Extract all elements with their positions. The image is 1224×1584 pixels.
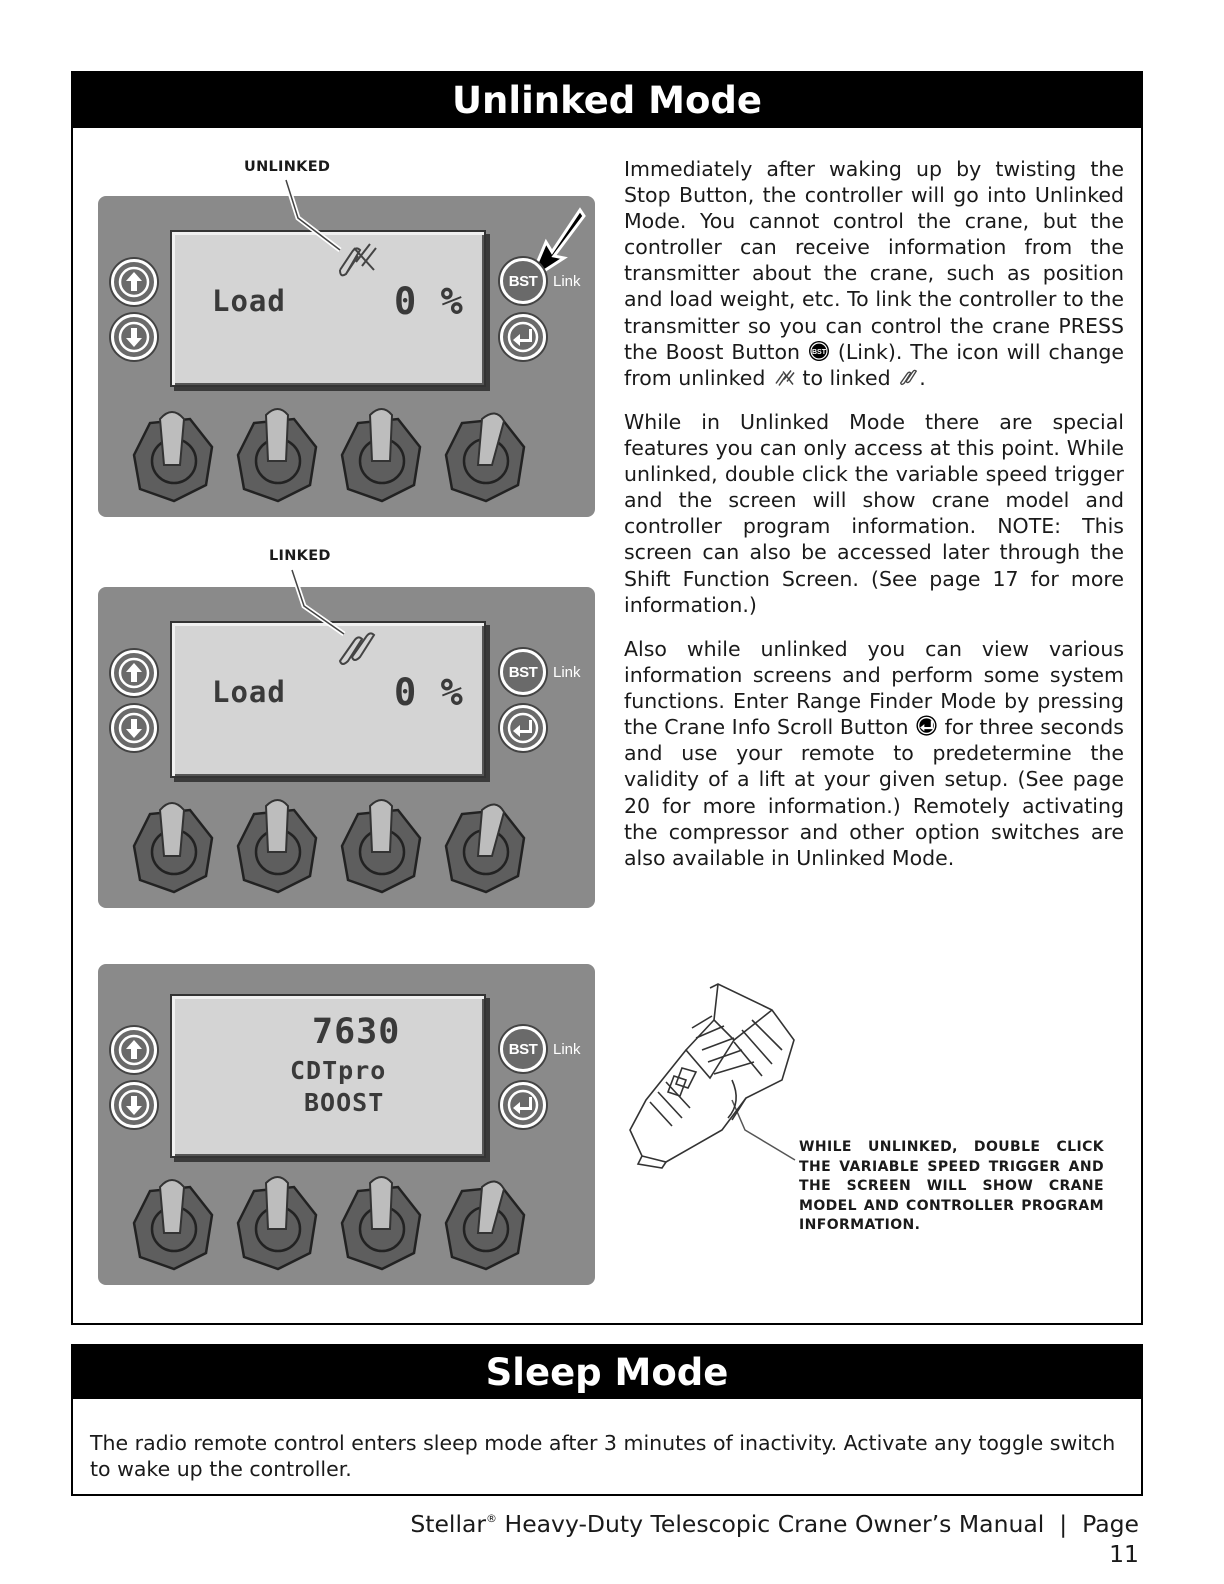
page-footer [379,1504,1139,1569]
paragraph-info-screens [624,636,1124,871]
toggle-switch-row[interactable] [126,405,566,505]
lcd-model-number: 7630 [312,1012,401,1052]
arrow-up-icon [118,266,150,298]
scroll-up-button[interactable] [111,1027,157,1073]
link-label: Link [553,664,581,681]
paragraph-unlinked-intro [624,156,1124,391]
paragraph-1-part-c: to linked [802,365,891,390]
controller-panel-info-screen [98,964,595,1285]
crane-info-scroll-button[interactable] [500,1082,546,1128]
lcd-label: Load [212,675,286,709]
lcd-screen [170,230,486,387]
sleep-mode-description: The radio remote control enters sleep mode after 3 minutes of inactivity. Activate any toggle switch to wake up the controller. [90,1431,1116,1481]
toggle-switch-row[interactable] [126,1173,566,1273]
lcd-screen [170,994,486,1158]
lcd-value: 0 % [394,671,464,714]
lcd-label: Load [212,284,286,318]
scroll-up-button[interactable] [111,259,157,305]
arrow-down-icon [118,1089,150,1121]
footer-registered-mark: ® [486,1512,498,1525]
footer-brand: Stellar [410,1510,487,1538]
paragraph-1-part-a: Immediately after waking up by twisting the Stop Button, the controller will go into Unlinked Mode. You cannot control the crane, but the controller can receive information from the transmitter about the crane, such as position and load weight, etc. To link the controller to the transmitter so you can control the crane PRESS the Boost Button [624,157,1124,364]
callout-linked-label: LINKED [269,548,331,564]
linked-chain-icon [897,368,919,388]
arrow-up-icon [118,1034,150,1066]
lcd-value: 0 % [394,280,464,323]
bst-button-icon [808,340,830,362]
svg-text:BST: BST [811,348,826,356]
paragraph-1-part-d: . [919,365,926,390]
enter-return-icon [507,1089,539,1121]
sleep-mode-section [71,1344,1143,1496]
remote-controller-illustration [622,980,802,1170]
section-title-unlinked: Unlinked Mode [73,73,1141,128]
crane-info-scroll-button[interactable] [500,314,546,360]
boost-link-button[interactable]: BST [500,649,546,695]
paragraph-1-part-b: (Link). The icon will change from unlinked [624,339,1124,390]
scroll-down-button[interactable] [111,705,157,751]
link-label: Link [553,273,581,290]
footer-title: Heavy-Duty Telescopic Crane Owner’s Manual | [497,1510,1083,1538]
linked-chain-icon [332,631,380,669]
scroll-up-button[interactable] [111,650,157,696]
footer-page-number: Page 11 [1082,1510,1139,1568]
scroll-down-button[interactable] [111,1082,157,1128]
trigger-callout-note: WHILE UNLINKED, DOUBLE CLICK THE VARIABLE SPEED TRIGGER AND THE SCREEN WILL SHOW CRANE MODEL AND CONTROLLER PROGRAM INFORMATION. [799,1139,1104,1233]
controller-panel-linked [98,587,595,908]
enter-return-icon [507,712,539,744]
lcd-screen [170,621,486,778]
lcd-program-name: CDTpro [290,1056,387,1085]
enter-return-icon [915,714,938,737]
paragraph-3-part-a: Also while unlinked you can view various information screens and perform some system functions. Enter Range Finder Mode by pressing the Crane Info Scroll Button [624,637,1124,740]
boost-link-button[interactable]: BST [500,258,546,304]
scroll-down-button[interactable] [111,314,157,360]
toggle-switch-row[interactable] [126,796,566,896]
paragraph-special-features: While in Unlinked Mode there are special features you can only access at this point. While unlinked, double click the variable speed trigger and the screen will show crane model and controller program information. NOTE: This screen can also be accessed later through the Shift Function Screen. (See page 17 for more information.) [624,410,1124,617]
link-label: Link [553,1041,581,1058]
enter-return-icon [507,321,539,353]
section-title-sleep: Sleep Mode [73,1346,1141,1399]
controller-panel-unlinked [98,196,595,517]
callout-unlinked-label: UNLINKED [244,159,331,175]
paragraph-3-part-b: for three seconds and use your remote to predetermine the validity of a lift at your given setup. (See page 20 for more information.) Remotely activating the compressor and other option switches are also available in Unlinked Mode. [624,715,1124,870]
unlinked-chain-icon [772,368,796,388]
arrow-down-icon [118,321,150,353]
crane-info-scroll-button[interactable] [500,705,546,751]
arrow-up-icon [118,657,150,689]
arrow-down-icon [118,712,150,744]
boost-link-button[interactable]: BST [500,1026,546,1072]
unlinked-chain-icon [332,240,380,278]
lcd-boost-label: BOOST [304,1088,385,1117]
